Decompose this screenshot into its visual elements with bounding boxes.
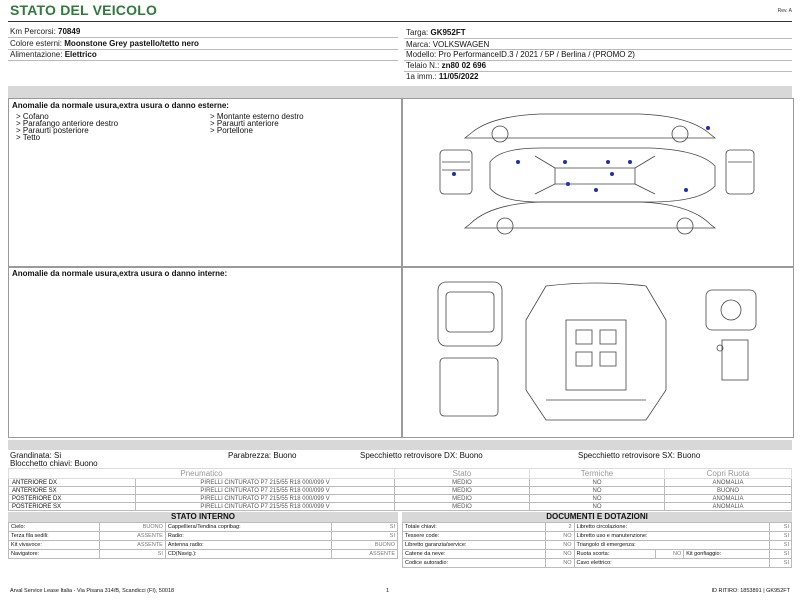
model-value: Pro PerformanceID.3 / 2021 / 5P / Berlina / (PROMO 2) bbox=[438, 50, 635, 59]
cell: Libretto circolazione: bbox=[574, 523, 769, 532]
cell: Cavo elettrico: bbox=[574, 559, 769, 568]
color-row bbox=[10, 39, 199, 48]
stato-interno-title: STATO INTERNO bbox=[8, 512, 398, 522]
damage-item: > Cofano bbox=[16, 112, 49, 121]
cell: ASSENTE bbox=[332, 550, 398, 559]
internal-damage-box bbox=[8, 266, 402, 438]
page-title: STATO DEL VEICOLO bbox=[10, 2, 158, 18]
tyre-pos: POSTERIORE SX bbox=[9, 503, 136, 511]
specchietto-sx: Specchietto retrovisore SX: Buono bbox=[578, 451, 701, 460]
external-damage-list-1 bbox=[16, 113, 118, 141]
cell: NO bbox=[655, 550, 684, 559]
color-value: Moonstone Grey pastello/tetto nero bbox=[64, 39, 199, 48]
km-row bbox=[10, 27, 80, 36]
damage-item: > Paraurti anteriore bbox=[210, 119, 279, 128]
cell: Tessere code: bbox=[403, 532, 546, 541]
cell: SI bbox=[770, 550, 792, 559]
model-row bbox=[406, 50, 635, 59]
cell: Kit vivavoce: bbox=[9, 541, 100, 550]
make-value: VOLKSWAGEN bbox=[432, 40, 490, 49]
cell: SI bbox=[770, 532, 792, 541]
fuel-label: Alimentazione: bbox=[10, 50, 63, 59]
plate-row bbox=[406, 28, 466, 37]
tyre-termiche: NO bbox=[530, 503, 665, 511]
table-row bbox=[403, 541, 792, 550]
cell: SI bbox=[332, 532, 398, 541]
table-row bbox=[9, 532, 398, 541]
cell: 2 bbox=[546, 523, 575, 532]
damage-item: > Montante esterno destro bbox=[210, 112, 304, 121]
cell: BUONO bbox=[100, 523, 166, 532]
vin-value: zn80 02 696 bbox=[441, 61, 487, 70]
cell: CD(Navig.): bbox=[165, 550, 331, 559]
tyre-header-termiche: Termiche bbox=[530, 469, 665, 479]
table-row bbox=[403, 550, 792, 559]
cell: Triangolo di emergenza: bbox=[574, 541, 769, 550]
cell: SI bbox=[332, 523, 398, 532]
cell: SI bbox=[770, 523, 792, 532]
plate-label: Targa: bbox=[406, 28, 429, 37]
footer-id: ID RITIRO: 1853891 | GK952FT bbox=[711, 588, 790, 594]
tyre-stato: MEDIO bbox=[395, 479, 530, 487]
grandinata: Grandinata: Si bbox=[10, 451, 62, 460]
table-row bbox=[403, 523, 792, 532]
cell: Ruota scorta: bbox=[574, 550, 655, 559]
tyre-termiche: NO bbox=[530, 495, 665, 503]
cell: NO bbox=[546, 559, 575, 568]
tyre-stato: MEDIO bbox=[395, 487, 530, 495]
external-car-diagram bbox=[430, 104, 760, 262]
tyre-copri: ANOMALIA bbox=[665, 503, 792, 511]
parabrezza: Parabrezza: Buono bbox=[228, 451, 297, 460]
tyre-model: PIRELLI CINTURATO P7 215/55 R18 000/099 V bbox=[136, 479, 395, 487]
tyre-pos: ANTERIORE SX bbox=[9, 487, 136, 495]
cell: Radio: bbox=[165, 532, 331, 541]
km-value: 70849 bbox=[58, 27, 81, 36]
external-damage-list-2 bbox=[210, 113, 304, 134]
tyre-termiche: NO bbox=[530, 479, 665, 487]
external-damage-title: Anomalie da normale usura,extra usura o danno esterne: bbox=[12, 101, 229, 110]
cell: NO bbox=[546, 550, 575, 559]
reg-label: 1a imm.: bbox=[406, 72, 437, 81]
make-row bbox=[406, 40, 489, 49]
damage-item: > Paraurti posteriore bbox=[16, 126, 89, 135]
cell: NO bbox=[546, 541, 575, 550]
cell: Libretto garanzia/service: bbox=[403, 541, 546, 550]
tyre-header-pneumatico: Pneumatico bbox=[9, 469, 395, 479]
damage-item: > Tetto bbox=[16, 133, 41, 142]
color-label: Colore esterni: bbox=[10, 39, 63, 48]
cell: ASSENTE bbox=[100, 541, 166, 550]
cell: Terza fila sedili: bbox=[9, 532, 100, 541]
table-row bbox=[9, 487, 792, 495]
vin-row bbox=[406, 61, 486, 70]
documenti-title: DOCUMENTI E DOTAZIONI bbox=[402, 512, 792, 522]
cell: Antenna radio: bbox=[165, 541, 331, 550]
tyre-pos: ANTERIORE DX bbox=[9, 479, 136, 487]
tyre-stato: MEDIO bbox=[395, 503, 530, 511]
table-row bbox=[9, 523, 398, 532]
fuel-value: Elettrico bbox=[64, 50, 97, 59]
footer-page-number: 1 bbox=[386, 588, 390, 594]
tyre-termiche: NO bbox=[530, 487, 665, 495]
internal-damage-title: Anomalie da normale usura,extra usura o danno interne: bbox=[12, 269, 228, 278]
table-row bbox=[9, 479, 792, 487]
tyre-copri: ANOMALIA bbox=[665, 495, 792, 503]
revision-label: Rev. A bbox=[777, 8, 792, 14]
vin-label: Telaio N.: bbox=[406, 61, 440, 70]
cell: BUONO bbox=[332, 541, 398, 550]
cell: SI bbox=[770, 541, 792, 550]
tyre-header bbox=[9, 469, 792, 479]
table-row bbox=[9, 495, 792, 503]
specchietto-dx: Specchietto retrovisore DX: Buono bbox=[360, 451, 483, 460]
tyre-pos: POSTERIORE DX bbox=[9, 495, 136, 503]
tyre-stato: MEDIO bbox=[395, 495, 530, 503]
tyre-copri: BUONO bbox=[665, 487, 792, 495]
damage-item: > Portellone bbox=[210, 126, 253, 135]
reg-value: 11/05/2022 bbox=[438, 72, 479, 81]
cell: ASSENTE bbox=[100, 532, 166, 541]
tyre-model: PIRELLI CINTURATO P7 215/55 R18 000/099 V bbox=[136, 487, 395, 495]
cell: NO bbox=[546, 532, 575, 541]
tyre-model: PIRELLI CINTURATO P7 215/55 R18 000/099 V bbox=[136, 495, 395, 503]
table-row bbox=[9, 541, 398, 550]
tyre-model: PIRELLI CINTURATO P7 215/55 R18 000/099 V bbox=[136, 503, 395, 511]
cell: Kit gonfiaggio: bbox=[684, 550, 770, 559]
table-row bbox=[9, 550, 398, 559]
plate-value: GK952FT bbox=[430, 28, 466, 37]
tyre-header-copri: Copri Ruota bbox=[665, 469, 792, 479]
cell: SI bbox=[100, 550, 166, 559]
cell: Libretto uso e manutenzione: bbox=[574, 532, 769, 541]
cell: Catene da neve: bbox=[403, 550, 546, 559]
table-row bbox=[403, 532, 792, 541]
stato-interno-table bbox=[8, 522, 398, 559]
blocchetto-chiavi: Blocchetto chiavi: Buono bbox=[10, 459, 98, 468]
tyre-copri: ANOMALIA bbox=[665, 479, 792, 487]
fuel-row bbox=[10, 50, 97, 59]
tyre-table bbox=[8, 468, 792, 511]
cell: Totale chiavi: bbox=[403, 523, 546, 532]
cell: Cielo: bbox=[9, 523, 100, 532]
cell: Codice autoradio: bbox=[403, 559, 546, 568]
footer-address: Arval Service Lease Italia - Via Pisana 314/B, Scandicci (FI), 50018 bbox=[10, 588, 175, 594]
cell: Navigatore: bbox=[9, 550, 100, 559]
documenti-table bbox=[402, 522, 792, 568]
model-label: Modello: bbox=[406, 50, 437, 59]
table-row bbox=[403, 559, 792, 568]
damage-item: > Parafango anteriore destro bbox=[16, 119, 119, 128]
internal-car-diagram bbox=[436, 280, 762, 430]
cell: SI bbox=[770, 559, 792, 568]
tyre-header-stato: Stato bbox=[395, 469, 530, 479]
table-row bbox=[9, 503, 792, 511]
reg-row bbox=[406, 72, 479, 81]
cell: Cappelliera/Tendina copribag: bbox=[165, 523, 331, 532]
km-label: Km Percorsi: bbox=[10, 27, 56, 36]
make-label: Marca: bbox=[406, 40, 431, 49]
